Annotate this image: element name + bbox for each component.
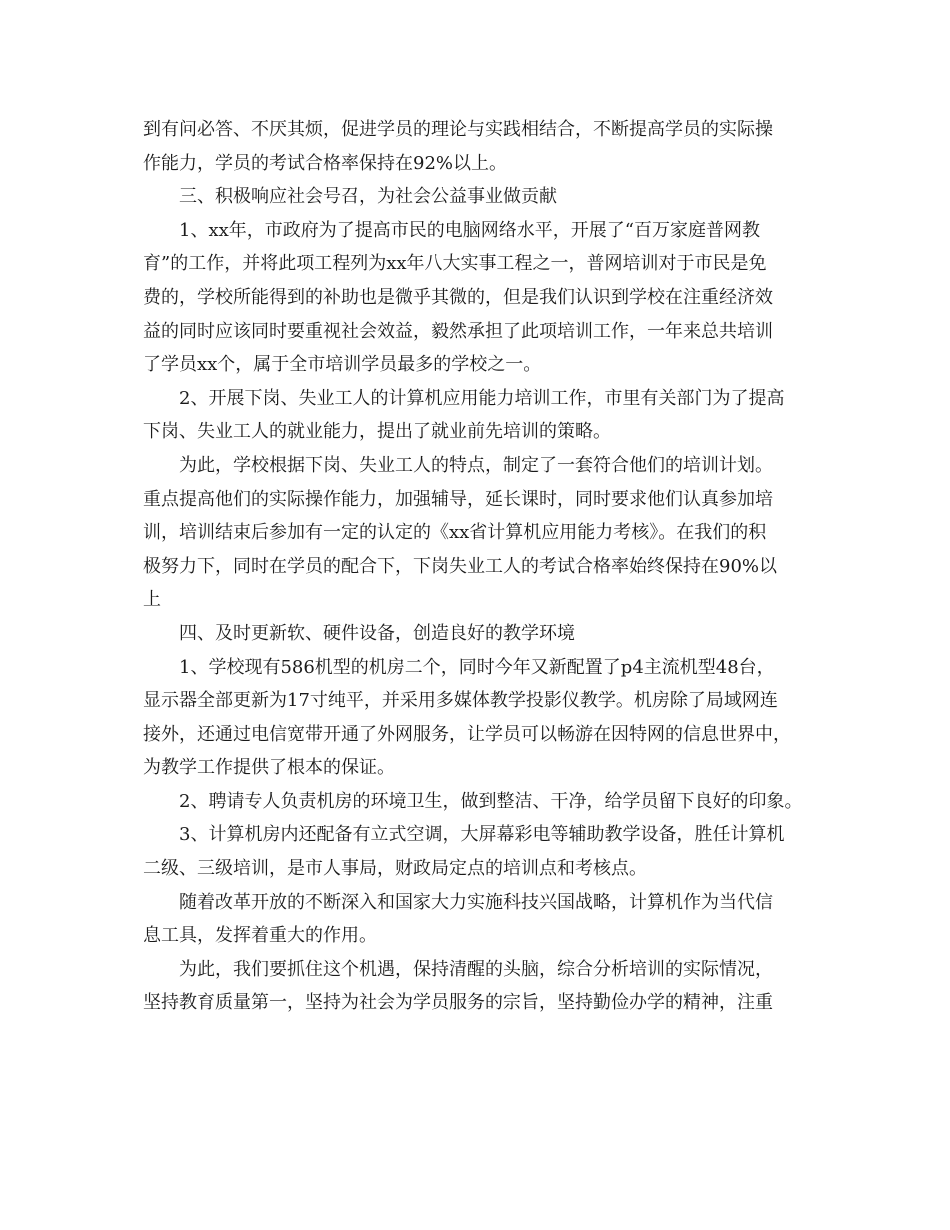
text-line: 息工具，发挥着重大的作用。 [143, 925, 377, 947]
paragraph [143, 382, 823, 449]
text-line: 为教学工作提供了根本的保证。 [143, 757, 395, 779]
text-line: 2、开展下岗、失业工人的计算机应用能力培训工作，市里有关部门为了提高 [143, 387, 785, 409]
text-line: 1、学校现有586机型的机房二个，同时今年又新配置了p4主流机型48台， [143, 656, 775, 678]
text-line: 二级、三级培训，是市人事局，财政局定点的培训点和考核点。 [143, 858, 647, 880]
text-line: 2、聘请专人负责机房的环境卫生，做到整洁、干净，给学员留下良好的印象。 [143, 790, 803, 812]
text-line: 显示器全部更新为17寸纯平，并采用多媒体教学投影仪教学。机房除了局域网连 [143, 690, 778, 712]
text-line: 下岗、失业工人的就业能力，提出了就业前先培训的策略。 [143, 421, 611, 443]
paragraph [143, 651, 823, 785]
text-line: 益的同时应该同时要重视社会效益，毅然承担了此项培训工作，一年来总共培训 [143, 320, 773, 342]
text-line: 坚持教育质量第一，坚持为社会为学员服务的宗旨，坚持勤俭办学的精神，注重 [143, 992, 773, 1014]
paragraph [143, 886, 823, 953]
text-line: 了学员xx个，属于全市培训学员最多的学校之一。 [143, 354, 542, 376]
paragraph [143, 214, 823, 382]
text-line: 上 [143, 589, 161, 611]
text-line: 重点提高他们的实际操作能力，加强辅导，延长课时，同时要求他们认真参加培 [143, 488, 773, 510]
text-line: 三、积极响应社会号召，为社会公益事业做贡献 [143, 186, 557, 208]
text-line: 费的，学校所能得到的补助也是微乎其微的，但是我们认识到学校在注重经济效 [143, 286, 773, 308]
text-line: 3、计算机房内还配备有立式空调，大屏幕彩电等辅助教学设备，胜任计算机 [143, 824, 785, 846]
paragraph [143, 449, 823, 617]
text-line: 极努力下，同时在学员的配合下，下岗失业工人的考试合格率始终保持在90%以 [143, 555, 778, 577]
document-body [143, 113, 823, 1020]
text-line: 四、及时更新软、硬件设备，创造良好的教学环境 [143, 622, 575, 644]
paragraph [143, 180, 823, 214]
text-line: 到有问必答、不厌其烦，促进学员的理论与实践相结合，不断提高学员的实际操 [143, 119, 773, 140]
paragraph [143, 953, 823, 1020]
paragraph [143, 617, 823, 651]
paragraph [143, 113, 823, 180]
text-line: 作能力，学员的考试合格率保持在92%以上。 [143, 152, 508, 174]
text-line: 接外，还通过电信宽带开通了外网服务，让学员可以畅游在因特网的信息世界中， [143, 723, 791, 745]
text-line: 1、xx年，市政府为了提高市民的电脑网络水平，开展了“百万家庭普网教 [143, 219, 760, 241]
text-line: 育”的工作，并将此项工程列为xx年八大实事工程之一，普网培训对于市民是免 [143, 253, 767, 275]
text-line: 为此，我们要抓住这个机遇，保持清醒的头脑，综合分析培训的实际情况， [143, 958, 773, 980]
paragraph [143, 818, 823, 885]
text-line: 训，培训结束后参加有一定的认定的《xx省计算机应用能力考核》。在我们的积 [143, 522, 767, 544]
text-line: 为此，学校根据下岗、失业工人的特点，制定了一套符合他们的培训计划。 [143, 454, 773, 476]
paragraph [143, 785, 823, 819]
text-line: 随着改革开放的不断深入和国家大力实施科技兴国战略，计算机作为当代信 [143, 891, 773, 913]
